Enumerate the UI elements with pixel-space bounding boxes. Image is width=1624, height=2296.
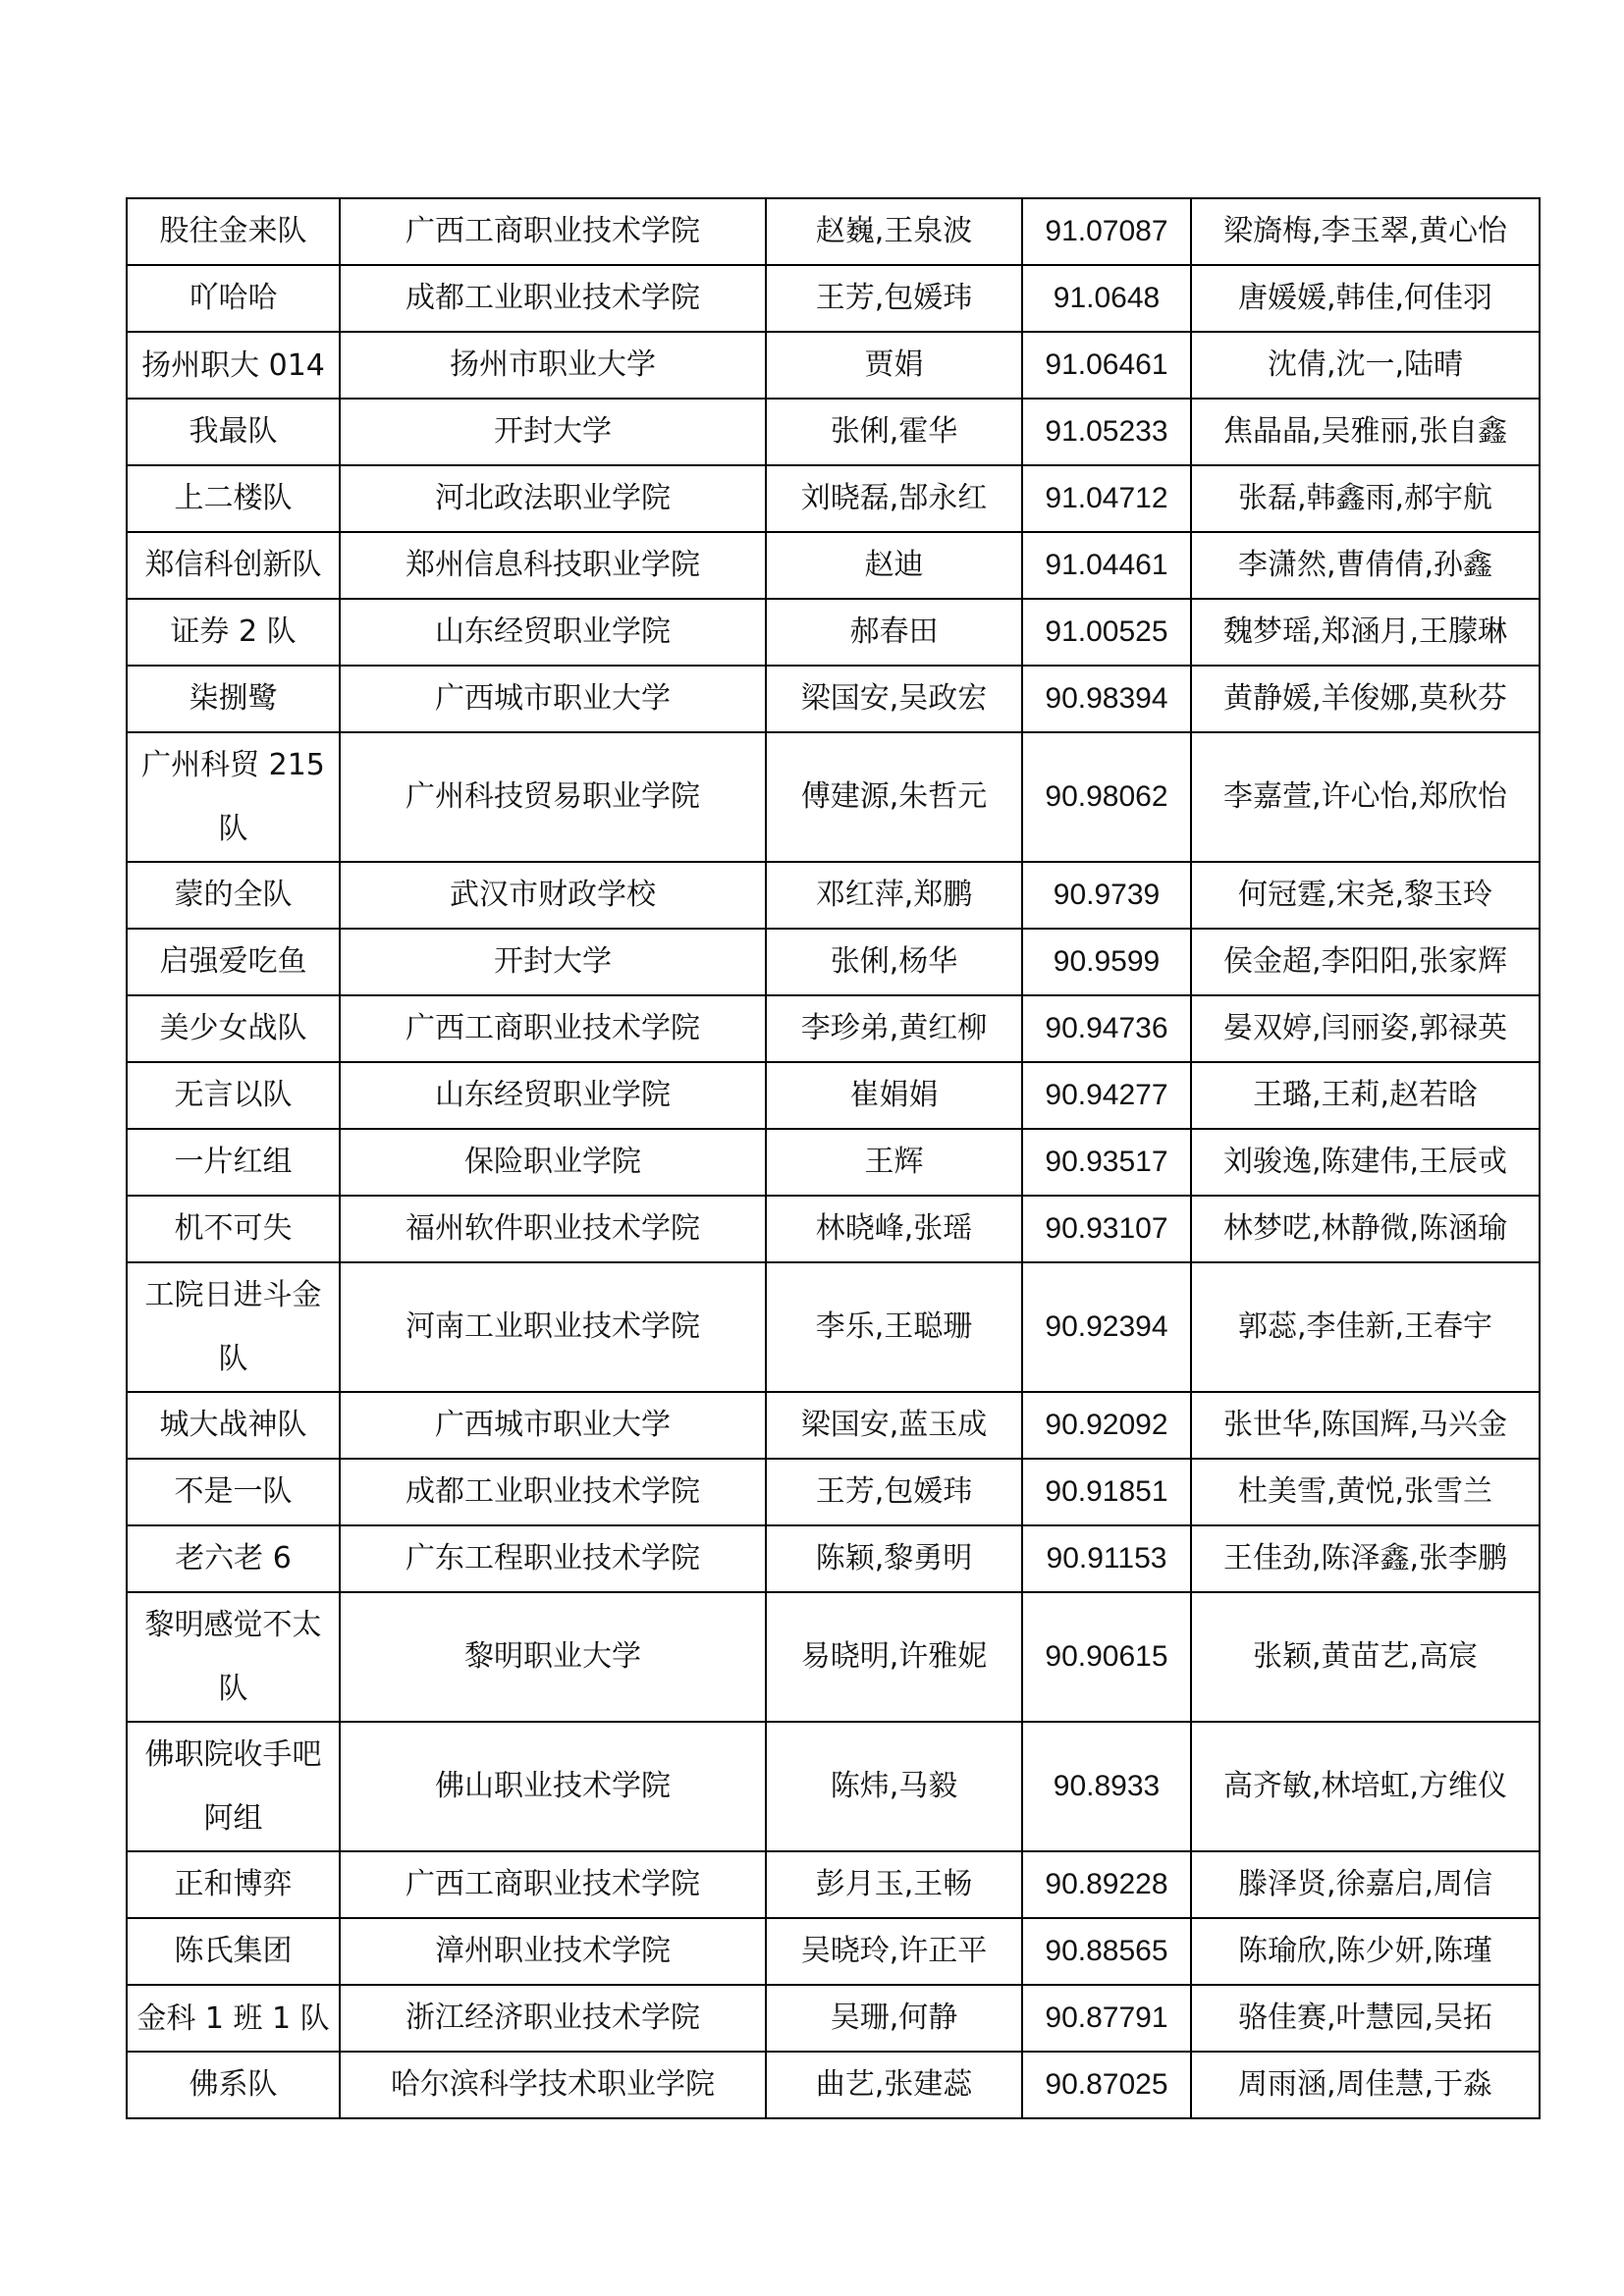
team-name-cell: 吖哈哈 xyxy=(127,265,340,332)
school-cell: 广西工商职业技术学院 xyxy=(340,995,766,1062)
table-row xyxy=(127,1722,1540,1851)
table-row xyxy=(127,1851,1540,1918)
advisor-cell: 赵巍,王泉波 xyxy=(766,198,1022,265)
table-row xyxy=(127,732,1540,862)
members-cell: 何冠霆,宋尧,黎玉玲 xyxy=(1191,862,1540,929)
school-cell: 广州科技贸易职业学院 xyxy=(340,732,766,862)
members-cell: 高齐敏,林培虹,方维仪 xyxy=(1191,1722,1540,1851)
team-name-cell: 我最队 xyxy=(127,399,340,465)
school-cell: 扬州市职业大学 xyxy=(340,332,766,399)
score-cell: 91.04461 xyxy=(1022,532,1191,599)
team-name-cell: 黎明感觉不太队 xyxy=(127,1592,340,1722)
advisor-cell: 王辉 xyxy=(766,1129,1022,1196)
table-row xyxy=(127,1129,1540,1196)
members-cell: 梁旖梅,李玉翠,黄心怡 xyxy=(1191,198,1540,265)
table-row xyxy=(127,862,1540,929)
school-cell: 山东经贸职业学院 xyxy=(340,599,766,666)
advisor-cell: 陈炜,马毅 xyxy=(766,1722,1022,1851)
school-cell: 河南工业职业技术学院 xyxy=(340,1262,766,1392)
members-cell: 张磊,韩鑫雨,郝宇航 xyxy=(1191,465,1540,532)
team-name-cell: 佛系队 xyxy=(127,2052,340,2118)
team-name-cell: 无言以队 xyxy=(127,1062,340,1129)
score-cell: 90.91153 xyxy=(1022,1525,1191,1592)
score-cell: 91.05233 xyxy=(1022,399,1191,465)
school-cell: 开封大学 xyxy=(340,929,766,995)
team-name-cell: 一片红组 xyxy=(127,1129,340,1196)
members-cell: 晏双婷,闫丽姿,郭禄英 xyxy=(1191,995,1540,1062)
team-name-cell: 蒙的全队 xyxy=(127,862,340,929)
team-name-cell: 佛职院收手吧阿组 xyxy=(127,1722,340,1851)
team-name-cell: 工院日进斗金队 xyxy=(127,1262,340,1392)
team-name-cell: 不是一队 xyxy=(127,1459,340,1525)
team-name-cell: 郑信科创新队 xyxy=(127,532,340,599)
advisor-cell: 梁国安,蓝玉成 xyxy=(766,1392,1022,1459)
members-cell: 唐媛媛,韩佳,何佳羽 xyxy=(1191,265,1540,332)
members-cell: 黄静媛,羊俊娜,莫秋芬 xyxy=(1191,666,1540,732)
members-cell: 张世华,陈国辉,马兴金 xyxy=(1191,1392,1540,1459)
advisor-cell: 王芳,包媛玮 xyxy=(766,1459,1022,1525)
school-cell: 广西城市职业大学 xyxy=(340,666,766,732)
members-cell: 王璐,王莉,赵若晗 xyxy=(1191,1062,1540,1129)
score-cell: 90.92394 xyxy=(1022,1262,1191,1392)
table-row xyxy=(127,666,1540,732)
school-cell: 广西工商职业技术学院 xyxy=(340,198,766,265)
score-cell: 90.87791 xyxy=(1022,1985,1191,2052)
school-cell: 郑州信息科技职业学院 xyxy=(340,532,766,599)
advisor-cell: 李珍弟,黄红柳 xyxy=(766,995,1022,1062)
table-row xyxy=(127,1262,1540,1392)
advisor-cell: 梁国安,吴政宏 xyxy=(766,666,1022,732)
school-cell: 漳州职业技术学院 xyxy=(340,1918,766,1985)
table-row xyxy=(127,265,1540,332)
advisor-cell: 李乐,王聪珊 xyxy=(766,1262,1022,1392)
advisor-cell: 林晓峰,张瑶 xyxy=(766,1196,1022,1262)
team-name-cell: 正和博弈 xyxy=(127,1851,340,1918)
members-cell: 魏梦瑶,郑涵月,王朦琳 xyxy=(1191,599,1540,666)
score-cell: 90.87025 xyxy=(1022,2052,1191,2118)
team-name-cell: 启强爱吃鱼 xyxy=(127,929,340,995)
score-cell: 90.9599 xyxy=(1022,929,1191,995)
school-cell: 武汉市财政学校 xyxy=(340,862,766,929)
team-name-cell: 股往金来队 xyxy=(127,198,340,265)
school-cell: 开封大学 xyxy=(340,399,766,465)
team-name-cell: 陈氏集团 xyxy=(127,1918,340,1985)
advisor-cell: 张俐,杨华 xyxy=(766,929,1022,995)
advisor-cell: 郝春田 xyxy=(766,599,1022,666)
team-name-cell: 金科 1 班 1 队 xyxy=(127,1985,340,2052)
table-row xyxy=(127,198,1540,265)
advisor-cell: 傅建源,朱哲元 xyxy=(766,732,1022,862)
advisor-cell: 崔娟娟 xyxy=(766,1062,1022,1129)
table-row xyxy=(127,532,1540,599)
advisor-cell: 贾娟 xyxy=(766,332,1022,399)
team-name-cell: 证券 2 队 xyxy=(127,599,340,666)
score-cell: 90.94277 xyxy=(1022,1062,1191,1129)
members-cell: 郭蕊,李佳新,王春宇 xyxy=(1191,1262,1540,1392)
members-cell: 杜美雪,黄悦,张雪兰 xyxy=(1191,1459,1540,1525)
table-row xyxy=(127,1459,1540,1525)
members-cell: 焦晶晶,吴雅丽,张自鑫 xyxy=(1191,399,1540,465)
team-name-cell: 城大战神队 xyxy=(127,1392,340,1459)
members-cell: 张颖,黄苗艺,高宸 xyxy=(1191,1592,1540,1722)
table-row xyxy=(127,399,1540,465)
results-table xyxy=(126,197,1541,2119)
members-cell: 刘骏逸,陈建伟,王辰戓 xyxy=(1191,1129,1540,1196)
advisor-cell: 吴珊,何静 xyxy=(766,1985,1022,2052)
score-cell: 91.06461 xyxy=(1022,332,1191,399)
members-cell: 骆佳赛,叶慧园,吴拓 xyxy=(1191,1985,1540,2052)
team-name-cell: 机不可失 xyxy=(127,1196,340,1262)
advisor-cell: 赵迪 xyxy=(766,532,1022,599)
score-cell: 90.92092 xyxy=(1022,1392,1191,1459)
school-cell: 广西城市职业大学 xyxy=(340,1392,766,1459)
score-cell: 90.88565 xyxy=(1022,1918,1191,1985)
score-cell: 90.8933 xyxy=(1022,1722,1191,1851)
school-cell: 山东经贸职业学院 xyxy=(340,1062,766,1129)
advisor-cell: 吴晓玲,许正平 xyxy=(766,1918,1022,1985)
members-cell: 李嘉萱,许心怡,郑欣怡 xyxy=(1191,732,1540,862)
members-cell: 滕泽贤,徐嘉启,周信 xyxy=(1191,1851,1540,1918)
score-cell: 91.04712 xyxy=(1022,465,1191,532)
score-cell: 91.00525 xyxy=(1022,599,1191,666)
score-cell: 90.98394 xyxy=(1022,666,1191,732)
team-name-cell: 柒捌鹭 xyxy=(127,666,340,732)
table-row xyxy=(127,465,1540,532)
table-row xyxy=(127,332,1540,399)
team-name-cell: 扬州职大 014 xyxy=(127,332,340,399)
advisor-cell: 曲艺,张建蕊 xyxy=(766,2052,1022,2118)
table-row xyxy=(127,1062,1540,1129)
school-cell: 哈尔滨科学技术职业学院 xyxy=(340,2052,766,2118)
school-cell: 成都工业职业技术学院 xyxy=(340,1459,766,1525)
school-cell: 佛山职业技术学院 xyxy=(340,1722,766,1851)
members-cell: 侯金超,李阳阳,张家辉 xyxy=(1191,929,1540,995)
school-cell: 福州软件职业技术学院 xyxy=(340,1196,766,1262)
advisor-cell: 陈颖,黎勇明 xyxy=(766,1525,1022,1592)
score-cell: 90.89228 xyxy=(1022,1851,1191,1918)
table-row xyxy=(127,599,1540,666)
school-cell: 广东工程职业技术学院 xyxy=(340,1525,766,1592)
team-name-cell: 美少女战队 xyxy=(127,995,340,1062)
school-cell: 广西工商职业技术学院 xyxy=(340,1851,766,1918)
school-cell: 河北政法职业学院 xyxy=(340,465,766,532)
table-row xyxy=(127,1592,1540,1722)
advisor-cell: 刘晓磊,郜永红 xyxy=(766,465,1022,532)
score-cell: 90.94736 xyxy=(1022,995,1191,1062)
advisor-cell: 王芳,包媛玮 xyxy=(766,265,1022,332)
table-row xyxy=(127,1196,1540,1262)
table-row xyxy=(127,1525,1540,1592)
school-cell: 保险职业学院 xyxy=(340,1129,766,1196)
members-cell: 沈倩,沈一,陆晴 xyxy=(1191,332,1540,399)
members-cell: 陈瑜欣,陈少妍,陈瑾 xyxy=(1191,1918,1540,1985)
score-cell: 91.0648 xyxy=(1022,265,1191,332)
results-table-body xyxy=(127,198,1540,2118)
score-cell: 90.93517 xyxy=(1022,1129,1191,1196)
members-cell: 林梦呓,林静微,陈涵瑜 xyxy=(1191,1196,1540,1262)
team-name-cell: 上二楼队 xyxy=(127,465,340,532)
score-cell: 90.9739 xyxy=(1022,862,1191,929)
table-row xyxy=(127,995,1540,1062)
members-cell: 周雨涵,周佳慧,于淼 xyxy=(1191,2052,1540,2118)
advisor-cell: 彭月玉,王畅 xyxy=(766,1851,1022,1918)
school-cell: 浙江经济职业技术学院 xyxy=(340,1985,766,2052)
score-cell: 90.93107 xyxy=(1022,1196,1191,1262)
table-row xyxy=(127,1918,1540,1985)
school-cell: 黎明职业大学 xyxy=(340,1592,766,1722)
table-row xyxy=(127,929,1540,995)
advisor-cell: 邓红萍,郑鹏 xyxy=(766,862,1022,929)
table-row xyxy=(127,1392,1540,1459)
advisor-cell: 易晓明,许雅妮 xyxy=(766,1592,1022,1722)
team-name-cell: 老六老 6 xyxy=(127,1525,340,1592)
members-cell: 王佳劲,陈泽鑫,张李鹏 xyxy=(1191,1525,1540,1592)
table-row xyxy=(127,1985,1540,2052)
school-cell: 成都工业职业技术学院 xyxy=(340,265,766,332)
score-cell: 90.91851 xyxy=(1022,1459,1191,1525)
members-cell: 李潇然,曹倩倩,孙鑫 xyxy=(1191,532,1540,599)
team-name-cell: 广州科贸 215 队 xyxy=(127,732,340,862)
score-cell: 90.90615 xyxy=(1022,1592,1191,1722)
score-cell: 91.07087 xyxy=(1022,198,1191,265)
advisor-cell: 张俐,霍华 xyxy=(766,399,1022,465)
table-row xyxy=(127,2052,1540,2118)
score-cell: 90.98062 xyxy=(1022,732,1191,862)
